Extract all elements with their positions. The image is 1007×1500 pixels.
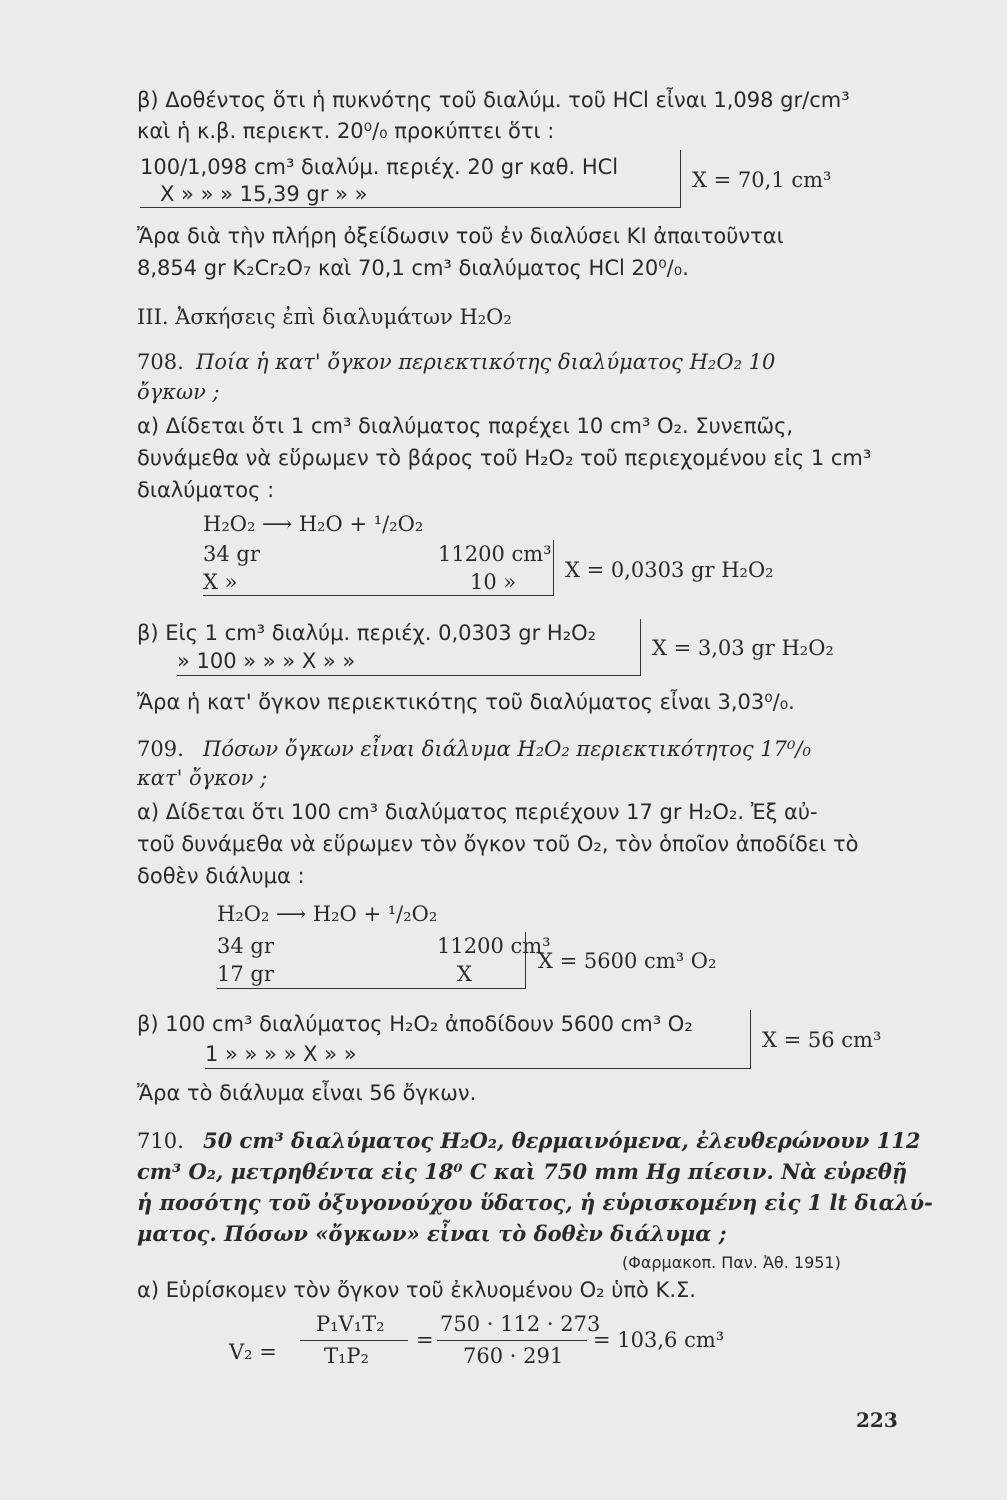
proportion-cell: X: [457, 962, 472, 986]
formula-result: = 103,6 cm³: [593, 1328, 725, 1352]
result-value: X = 56 cm³: [762, 1028, 882, 1052]
chemical-equation: H₂O₂ ⟶ H₂O + ¹/₂O₂: [217, 902, 438, 926]
proportion-cell: 34 gr: [203, 542, 260, 566]
result-value: X = 5600 cm³ O₂: [538, 949, 717, 973]
divider: [205, 1068, 750, 1069]
exercise-question: ματος. Πόσων «ὄγκων» εἶναι τὸ δοθὲν διάλυμα ;: [137, 1221, 727, 1246]
exercise-question: cm³ O₂, μετρηθέντα εἰς 18⁰ C καὶ 750 mm Hg πίεσιν. Νὰ εὑρεθῇ: [137, 1159, 908, 1184]
text-line: β) Δοθέντος ὅτι ἡ πυκνότης τοῦ διαλύμ. τοῦ HCl εἶναι 1,098 gr/cm³: [137, 88, 850, 112]
section-heading: III. Ἀσκήσεις ἐπὶ διαλυμάτων H₂O₂: [137, 305, 512, 329]
proportion-cell: 34 gr: [217, 934, 274, 958]
proportion-cell: X »: [203, 570, 238, 594]
exercise-number: 708.: [137, 350, 184, 374]
divider: [553, 540, 554, 596]
text-line: α) Δίδεται ὅτι 1 cm³ διαλύματος παρέχει 10 cm³ O₂. Συνεπῶς,: [137, 414, 794, 438]
exercise-question: ὄγκων ;: [137, 380, 220, 404]
text-line: Ἄρα διὰ τὴν πλήρη ὀξείδωσιν τοῦ ἐν διαλύσει KI ἀπαιτοῦνται: [137, 224, 784, 248]
text-line: 8,854 gr K₂Cr₂O₇ καὶ 70,1 cm³ διαλύματος HCl 20⁰/₀.: [137, 256, 689, 280]
result-value: X = 70,1 cm³: [692, 168, 832, 192]
proportion-cell: 10 »: [470, 570, 517, 594]
formula-equals: =: [416, 1328, 434, 1352]
divider: [680, 150, 681, 208]
text-line: α) Εὑρίσκομεν τὸν ὄγκον τοῦ ἐκλυομένου O₂ ὑπὸ Κ.Σ.: [137, 1278, 696, 1302]
proportion-row: X » » » 15,39 gr » »: [160, 182, 368, 206]
proportion-cell: 17 gr: [217, 962, 274, 986]
formula-lhs: V₂ =: [229, 1340, 277, 1364]
exercise-question: Ποία ἡ κατ' ὄγκον περιεκτικότης διαλύματος H₂O₂ 10: [196, 350, 776, 374]
fraction-bar: [300, 1340, 408, 1341]
proportion-row: 100/1,098 cm³ διαλύμ. περιέχ. 20 gr καθ. HCl: [140, 155, 619, 179]
exercise-question: Πόσων ὄγκων εἶναι διάλυμα H₂O₂ περιεκτικότητος 17⁰/₀: [203, 737, 811, 761]
text-line: Ἄρα ἡ κατ' ὄγκον περιεκτικότης τοῦ διαλύματος εἶναι 3,03⁰/₀.: [137, 690, 795, 714]
result-value: X = 3,03 gr H₂O₂: [652, 636, 834, 660]
proportion-row: 1 » » » » X » »: [205, 1042, 357, 1066]
divider: [217, 988, 525, 989]
chemical-equation: H₂O₂ ⟶ H₂O + ¹/₂O₂: [203, 512, 424, 536]
exercise-number: 710.: [137, 1129, 184, 1153]
text-line: διαλύματος :: [137, 478, 275, 502]
fraction-denominator: 760 · 291: [463, 1344, 564, 1368]
divider: [640, 619, 641, 676]
proportion-row: β) 100 cm³ διαλύματος H₂O₂ ἀποδίδουν 5600 cm³ O₂: [137, 1012, 693, 1036]
text-line: Ἄρα τὸ διάλυμα εἶναι 56 ὄγκων.: [137, 1081, 477, 1105]
exercise-number: 709.: [137, 737, 184, 761]
fraction-bar: [437, 1340, 587, 1341]
divider: [203, 595, 553, 596]
proportion-row: β) Εἰς 1 cm³ διαλύμ. περιέχ. 0,0303 gr H₂O₂: [137, 621, 597, 645]
text-line: δυνάμεθα νὰ εὕρωμεν τὸ βάρος τοῦ H₂O₂ τοῦ περιεχομένου εἰς 1 cm³: [137, 446, 872, 470]
exercise-question: 50 cm³ διαλύματος H₂O₂, θερμαινόμενα, ἐλευθερώνουν 112: [203, 1128, 921, 1153]
divider: [750, 1010, 751, 1069]
text-line: καὶ ἡ κ.β. περιεκτ. 20⁰/₀ προκύπτει ὅτι :: [137, 119, 555, 143]
exercise-question: ἡ ποσότης τοῦ ὀξυγονούχου ὕδατος, ἡ εὑρισκομένη εἰς 1 lt διαλύ-: [137, 1190, 933, 1215]
page-number: 223: [856, 1408, 898, 1432]
divider: [177, 675, 640, 676]
text-line: δοθὲν διάλυμα :: [137, 864, 305, 888]
proportion-row: » 100 » » » X » »: [177, 649, 356, 673]
divider: [140, 207, 680, 208]
fraction-numerator: 750 · 112 · 273: [440, 1312, 601, 1336]
proportion-cell: 11200 cm³: [437, 934, 551, 958]
fraction-numerator: P₁V₁T₂: [316, 1312, 385, 1336]
fraction-denominator: T₁P₂: [324, 1344, 369, 1368]
text-line: τοῦ δυνάμεθα νὰ εὕρωμεν τὸν ὄγκον τοῦ O₂, τὸν ὁποῖον ἀποδίδει τὸ: [137, 832, 859, 856]
source-citation: (Φαρμακοπ. Παν. Ἀθ. 1951): [622, 1253, 841, 1272]
exercise-question: κατ' ὄγκον ;: [137, 766, 268, 790]
text-line: α) Δίδεται ὅτι 100 cm³ διαλύματος περιέχουν 17 gr H₂O₂. Ἐξ αὐ-: [137, 800, 818, 824]
proportion-cell: 11200 cm³: [438, 542, 552, 566]
divider: [525, 932, 526, 989]
result-value: X = 0,0303 gr H₂O₂: [565, 558, 774, 582]
